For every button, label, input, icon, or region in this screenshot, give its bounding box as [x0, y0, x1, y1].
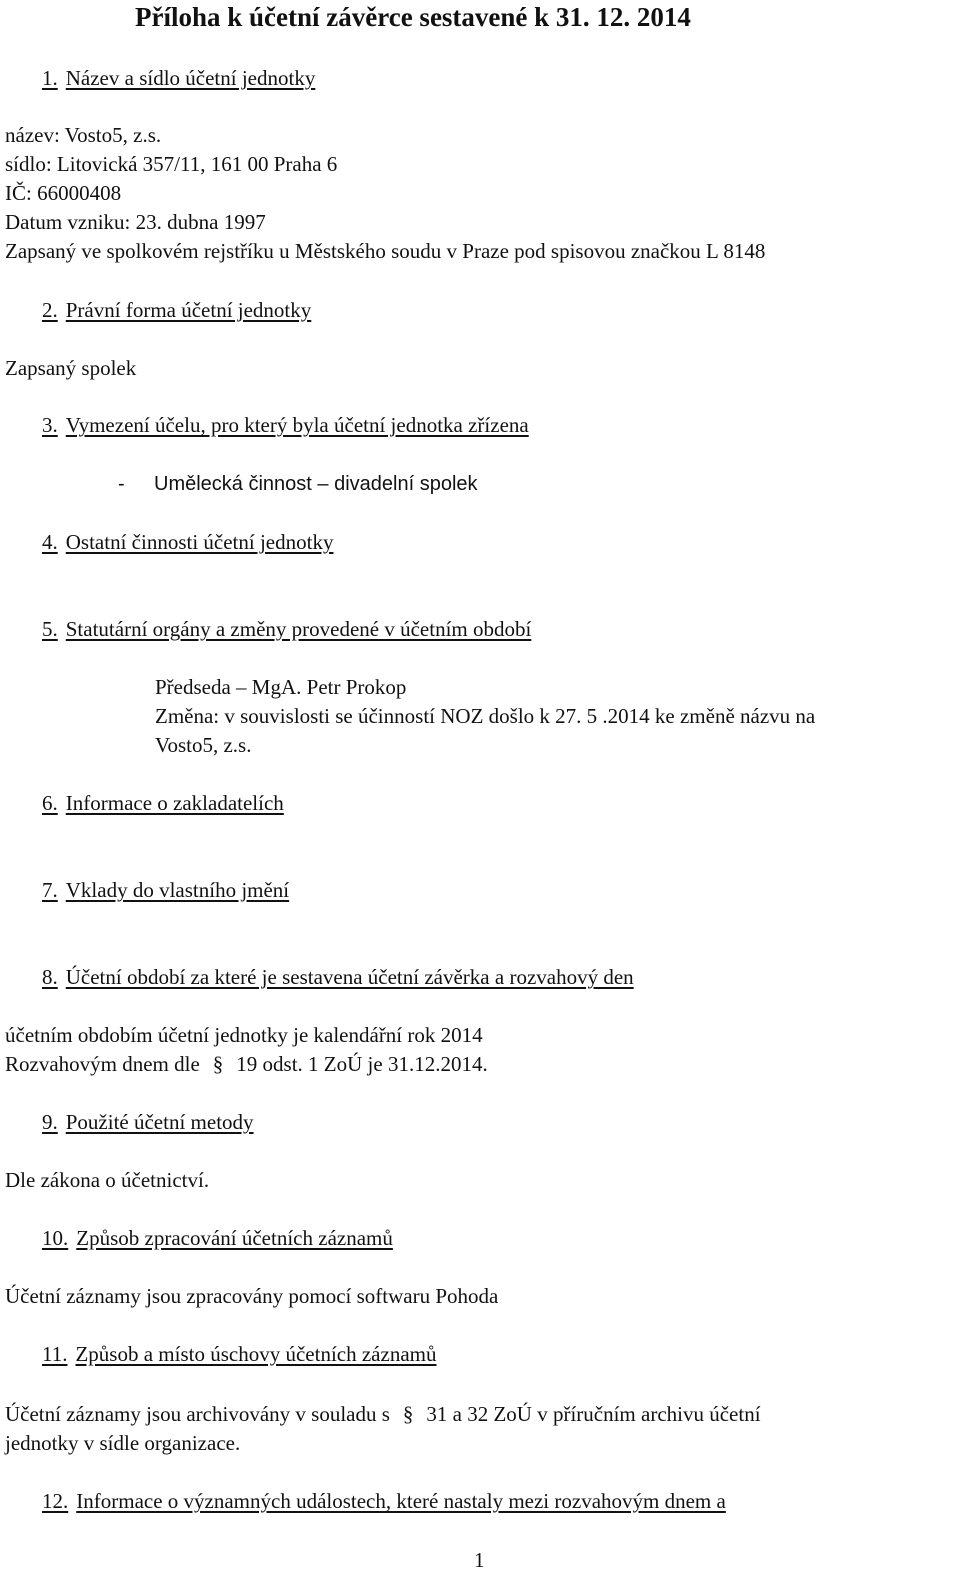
change-line-continued: Vosto5, z.s.	[155, 733, 252, 757]
section-sign: §	[402, 1402, 414, 1426]
entity-name-line: název: Vosto5, z.s.	[5, 123, 162, 147]
section-3-heading	[42, 411, 529, 439]
section-2-title: Právní forma účetní jednotky	[65, 298, 312, 322]
section-7-number: 7.	[42, 878, 58, 902]
archiving-line	[5, 1400, 761, 1428]
section-3-title: Vymezení účelu, pro který byla účetní jednotka zřízena	[65, 413, 529, 437]
chairman-line: Předseda – MgA. Petr Prokop	[155, 675, 407, 699]
change-line: Změna: v souvislosti se účinností NOZ došlo k 27. 5 .2014 ke změně názvu na	[155, 704, 816, 728]
section-12-heading	[42, 1487, 726, 1515]
section-12-title: Informace o významných událostech, které nastaly mezi rozvahovým dnem a	[76, 1489, 726, 1513]
page-number: 1	[474, 1548, 485, 1572]
section-1-title: Název a sídlo účetní jednotky	[65, 66, 316, 90]
accounting-period-line: účetním obdobím účetní jednotky je kalendářní rok 2014	[5, 1023, 483, 1047]
section-11-heading	[42, 1340, 436, 1368]
section-sign: §	[212, 1052, 224, 1076]
archiving-text-b: 31 a 32 ZoÚ v příručním archivu účetní	[426, 1402, 761, 1426]
section-7-title: Vklady do vlastního jmění	[65, 878, 290, 902]
registry-line: Zapsaný ve spolkovém rejstříku u Městského soudu v Praze pod spisovou značkou L 8148	[5, 239, 766, 263]
section-8-title: Účetní období za které je sestavena účetní závěrka a rozvahový den	[65, 965, 634, 989]
purpose-bullet-text: Umělecká činnost – divadelní spolek	[154, 473, 478, 495]
section-11-number: 11.	[42, 1342, 68, 1366]
balance-day-line	[5, 1050, 488, 1078]
section-10-title: Způsob zpracování účetních záznamů	[76, 1226, 393, 1250]
balance-day-text-a: Rozvahovým dnem dle	[5, 1052, 200, 1076]
section-6-heading	[42, 789, 284, 817]
section-5-title: Statutární orgány a změny provedené v účetním období	[65, 617, 532, 641]
section-1-heading	[42, 64, 315, 92]
section-9-heading	[42, 1108, 254, 1136]
archiving-text-a: Účetní záznamy jsou archivovány v souladu s	[5, 1402, 390, 1426]
balance-day-text-b: 19 odst. 1 ZoÚ je 31.12.2014.	[236, 1052, 488, 1076]
bullet-dash: -	[118, 473, 125, 495]
founding-date-line: Datum vzniku: 23. dubna 1997	[5, 210, 266, 234]
section-6-number: 6.	[42, 791, 58, 815]
section-4-number: 4.	[42, 530, 58, 554]
section-1-number: 1.	[42, 66, 58, 90]
section-2-heading	[42, 296, 311, 324]
methods-text: Dle zákona o účetnictví.	[5, 1168, 210, 1192]
document-title: Příloha k účetní závěrce sestavené k 31. 12. 2014	[135, 2, 691, 32]
section-7-heading	[42, 876, 289, 904]
section-3-number: 3.	[42, 413, 58, 437]
section-4-heading	[42, 528, 333, 556]
section-12-number: 12.	[42, 1489, 69, 1513]
entity-id-line: IČ: 66000408	[5, 181, 122, 205]
section-10-number: 10.	[42, 1226, 69, 1250]
entity-seat-line: sídlo: Litovická 357/11, 161 00 Praha 6	[5, 152, 338, 176]
section-4-title: Ostatní činnosti účetní jednotky	[65, 530, 334, 554]
section-10-heading	[42, 1224, 393, 1252]
section-6-title: Informace o zakladatelích	[65, 791, 284, 815]
section-8-number: 8.	[42, 965, 58, 989]
section-9-number: 9.	[42, 1110, 58, 1134]
section-8-heading	[42, 963, 634, 991]
processing-text: Účetní záznamy jsou zpracovány pomocí softwaru Pohoda	[5, 1284, 499, 1308]
section-9-title: Použité účetní metody	[65, 1110, 254, 1134]
section-11-title: Způsob a místo úschovy účetních záznamů	[75, 1342, 437, 1366]
section-2-number: 2.	[42, 298, 58, 322]
section-5-number: 5.	[42, 617, 58, 641]
legal-form-text: Zapsaný spolek	[5, 356, 137, 380]
archiving-line-continued: jednotky v sídle organizace.	[5, 1431, 241, 1455]
section-5-heading	[42, 615, 531, 643]
purpose-bullet	[118, 470, 478, 498]
